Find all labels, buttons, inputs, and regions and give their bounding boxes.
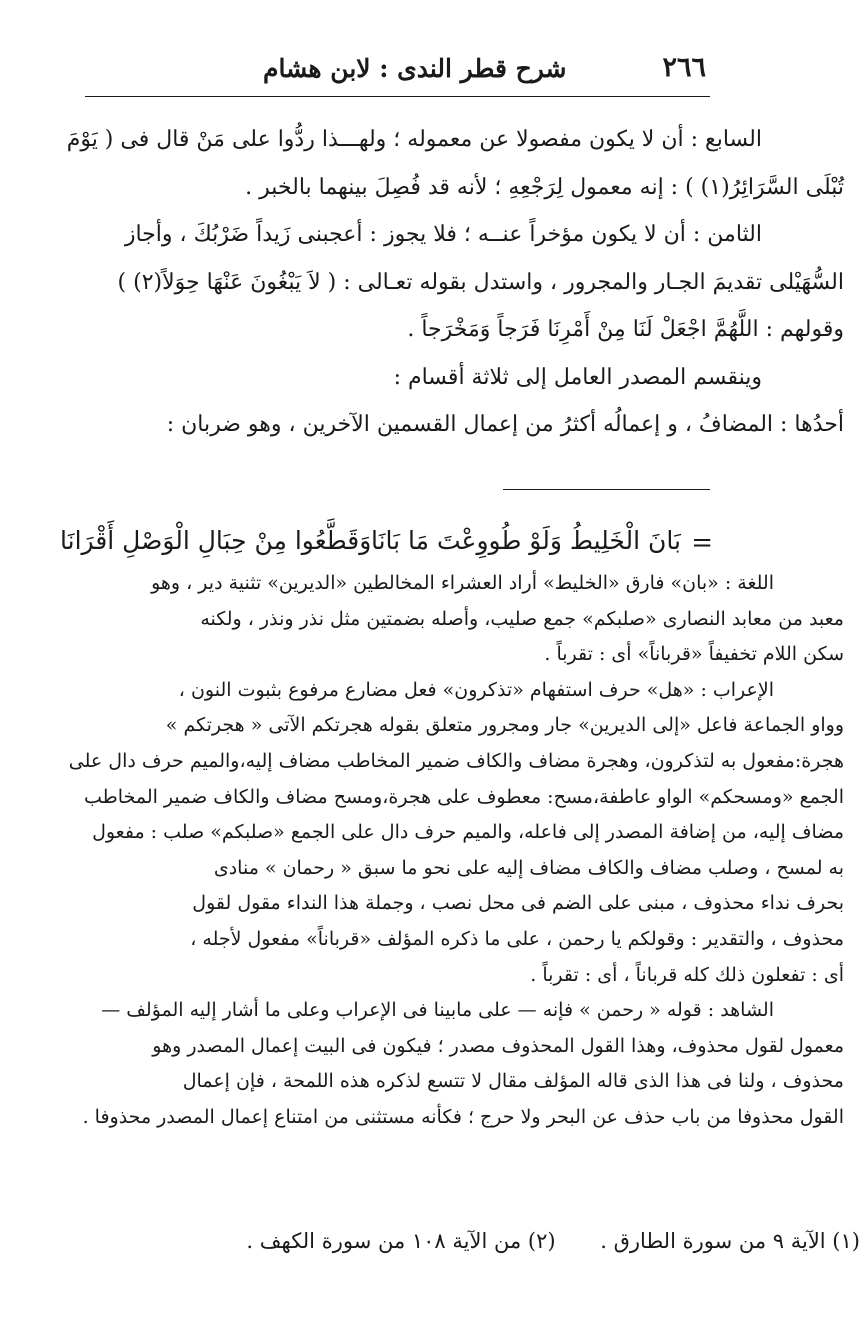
note-line: مضاف إليه، من إضافة المصدر إلى فاعله، والميم حرف دال على الجمع «صلبكم» صلب : مفعول (92, 821, 844, 844)
footnote-separator (503, 489, 710, 490)
note-line: اللغة : «بان» فارق «الخليط» أراد العشراء المخالطين «الديرين» تثنية دير ، وهو (151, 572, 774, 594)
verse-second-hemistich: وَقَطَّعُوا مِنْ حِبَالِ الْوَصْلِ أَقْرَانَا (60, 526, 372, 555)
note-line: به لمسح ، وصلب مضاف والكاف مضاف إليه على نحو ما سبق « رحمان » منادى (213, 856, 844, 879)
footnotes (60, 1224, 860, 1258)
main-line: تُبْلَى السَّرَائِرُ(١) ) : إنه معمول لِرَجْعِهِ ؛ لأنه قد فُصِلَ بينهما بالخبر . (245, 174, 844, 200)
note-line: أى : تفعلون ذلك كله قرباناً ، أى : تقرباً . (530, 963, 844, 986)
footnote-1: (١) الآية ٩ من سورة الطارق . (600, 1229, 860, 1253)
note-line: هجرة:مفعول به لتذكرون، وهجرة مضاف والكاف ضمير المخاطب مضاف إليه،والميم حرف دال على (68, 749, 844, 772)
note-line: الإعراب : «هل» حرف استفهام «تذكرون» فعل مضارع مرفوع بثبوت النون ، (178, 678, 774, 701)
note-line: محذوف ، ولنا فى هذا الذى قاله المؤلف مقال لا تتسع لذكره هذه اللمحة ، فإن إعمال (182, 1070, 844, 1093)
continuation-mark: = (691, 528, 713, 558)
note-line: وواو الجماعة فاعل «إلى الديرين» جار ومجرور متعلق بقوله هجرتكم الآتى « هجرتكم » (165, 714, 844, 737)
note-line: معبد من معابد النصارى «صلبكم» جمع صليب، وأصله بضمتين مثل نذر ونذر ، ولكنه (200, 607, 844, 630)
main-line: السُّهَيْلى تقديمَ الجـار والمجرور ، واستدل بقوله تعـالى : ( لاَ يَبْغُونَ عَنْهَا حِوَلاً(٢) ) (117, 269, 844, 295)
note-line: القول محذوفا من باب حذف عن البحر ولا حرج ؛ فكأنه مستثنى من امتناع إعمال المصدر محذوفا . (82, 1105, 844, 1128)
main-line: السابع : أن لا يكون مفصولا عن معموله ؛ ولهـــذا ردُّوا على مَنْ قال فى ( يَوْمَ (66, 127, 762, 152)
verse-first-hemistich: بَانَ الْخَلِيطُ وَلَوْ طُووِعْتَ مَا بَانَا (370, 526, 681, 555)
main-line: أحدُها : المضافُ ، و إعمالُه أكثرُ من إعمال القسمين الآخرين ، وهو ضربان : (166, 412, 844, 437)
poetry-verse (0, 518, 861, 566)
note-line: بحرف نداء محذوف ، مبنى على الضم فى محل نصب ، وجملة هذا النداء مقول لقول (192, 892, 844, 915)
commentary-notes (18, 566, 844, 1136)
note-line: الشاهد : قوله « رحمن » فإنه — على مابينا فى الإعراب وعلى ما أشار إليه المؤلف — (101, 999, 774, 1022)
main-text (18, 116, 844, 449)
note-line: معمول لقول محذوف، وهذا القول المحذوف مصدر ؛ فيكون فى البيت إعمال المصدر وهو (152, 1034, 844, 1057)
page-header (85, 48, 710, 97)
footnote-2: (٢) من الآية ١٠٨ من سورة الكهف . (246, 1229, 556, 1253)
main-line: وينقسم المصدر العامل إلى ثلاثة أقسام : (393, 364, 762, 390)
running-title: شرح قطر الندى : لابن هشام (263, 54, 567, 83)
page-number: ٢٦٦ (662, 52, 706, 83)
note-line: الجمع «ومسحكم» الواو عاطفة،مسح: معطوف على هجرة،ومسح مضاف والكاف ضمير المخاطب (84, 785, 844, 808)
note-line: سكن اللام تخفيفاً «قرباناً» أى : تقرباً . (544, 643, 844, 666)
main-line: الثامن : أن لا يكون مؤخراً عنــه ؛ فلا يجوز : أعجبنى زَيداً ضَرْبُكَ ، وأجاز (124, 222, 762, 247)
main-line: وقولهم : اللَّهُمَّ اجْعَلْ لَنَا مِنْ أَمْرِنَا فَرَجاً وَمَخْرَجاً . (407, 317, 844, 342)
note-line: محذوف ، والتقدير : وقولكم يا رحمن ، على ما ذكره المؤلف «قرباناً» مفعول لأجله ، (190, 927, 844, 950)
